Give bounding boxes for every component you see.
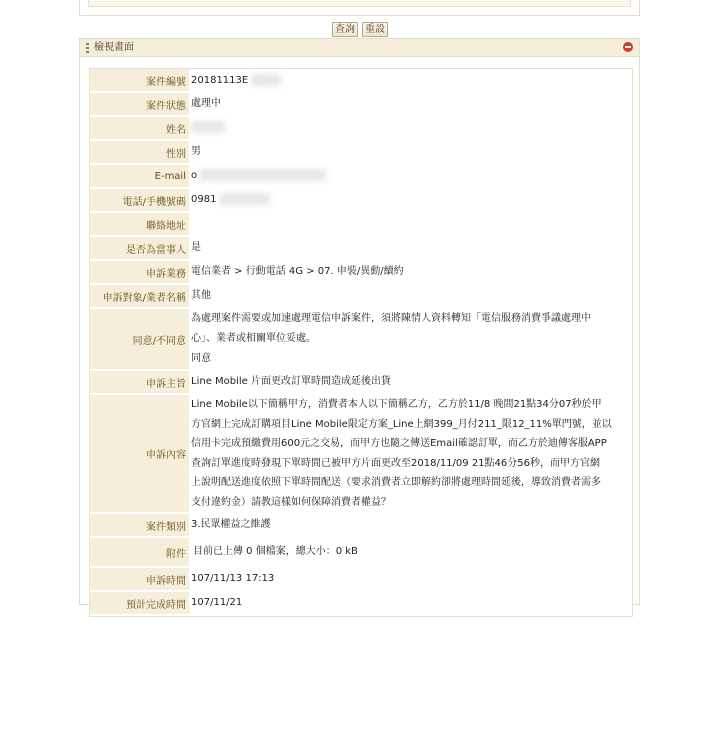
row-expected-time [90, 591, 632, 615]
previous-panel-inner [88, 0, 631, 7]
content-line: 方官網上完成訂購項目Line Mobile限定方案_Line上網399_月付211_限12_11%單門號，並以 [191, 418, 612, 430]
gender-value: 男 [191, 146, 201, 157]
content-line: Line Mobile以下簡稱甲方，消費者本人以下簡稱乙方，乙方於11/8 晚間21點34分07秒於甲 [191, 399, 602, 410]
case-no-label: 案件編號 [90, 69, 189, 92]
row-phone [90, 188, 632, 212]
gender-label: 性別 [90, 140, 189, 164]
row-attachment [90, 537, 632, 567]
is-party-label: 是否為當事人 [90, 236, 189, 260]
content-line: 支付違約金）請教這樣如何保障消費者權益？ [191, 496, 391, 508]
redacted-blur [191, 121, 225, 133]
category-label: 案件類別 [90, 513, 189, 537]
case-status-value: 處理中 [191, 98, 221, 109]
expected-time-value: 107/11/21 [191, 597, 243, 608]
consent-label: 同意/不同意 [90, 308, 189, 370]
case-status-label: 案件狀態 [90, 92, 189, 116]
redacted-blur [220, 193, 270, 205]
address-label: 聯絡地址 [90, 212, 189, 236]
row-gender [90, 140, 632, 164]
row-case-status [90, 92, 632, 116]
attachment-label: 附件 [90, 537, 189, 567]
email-value: o [191, 170, 198, 181]
detail-form [89, 68, 633, 617]
target-value: 其他 [191, 290, 211, 301]
row-subject [90, 370, 632, 394]
business-value: 電信業者 > 行動電話 4G > 07. 申裝/異動/續約 [191, 266, 404, 277]
row-case-no [90, 69, 632, 92]
row-business [90, 260, 632, 284]
content-line: 上說明配送進度依照下單時間配送（要求消費者立即解約卻將處理時間延後，導致消費者需多 [191, 477, 601, 488]
consent-text-line: 為處理案件需要或加速處理電信申訴案件，須將陳情人資料轉知「電信服務消費爭議處理中 [191, 313, 591, 324]
row-content [90, 394, 632, 513]
address-value [189, 212, 632, 236]
phone-label: 電話/手機號碼 [90, 188, 189, 212]
content-line: 信用卡完成預繳費用600元之交易，而甲方也隨之傳送Email確認訂單，而乙方於迪傳客服APP [191, 438, 607, 449]
complaint-time-value: 107/11/13 17:13 [191, 573, 275, 584]
content-line: 查詢訂單進度時發現下單時間已被甲方片面更改至2018/11/09 21點46分56秒，而甲方官網 [191, 457, 600, 469]
complaint-time-label: 申訴時間 [90, 567, 189, 591]
detail-table [90, 69, 632, 616]
subject-value: Line Mobile 片面更改訂單時間造成延後出貨 [191, 376, 391, 387]
subject-label: 申訴主旨 [90, 370, 189, 394]
drag-handle-icon [86, 43, 89, 53]
phone-value: 0981 [191, 194, 217, 205]
redacted-blur [251, 74, 281, 86]
panel-title: 檢視畫面 [94, 42, 134, 53]
redacted-blur [200, 169, 326, 181]
row-target [90, 284, 632, 308]
target-label: 申訴對象/業者名稱 [90, 284, 189, 308]
content-label: 申訴內容 [90, 394, 189, 513]
consent-text-line: 心」、業者或相關單位妥處。 [191, 333, 316, 344]
row-name [90, 116, 632, 140]
query-button[interactable]: 查詢 [332, 22, 358, 37]
previous-panel-frame [79, 0, 640, 16]
attachment-value: 目前已上傳 0 個檔案，總大小：0 kB [193, 546, 358, 557]
email-label: E-mail [90, 164, 189, 188]
reset-button[interactable]: 重設 [362, 22, 388, 37]
row-address [90, 212, 632, 236]
is-party-value: 是 [191, 242, 201, 253]
view-panel [79, 38, 640, 611]
row-is-party [90, 236, 632, 260]
row-consent [90, 308, 632, 370]
expected-time-label: 預計完成時間 [90, 591, 189, 615]
row-complaint-time [90, 567, 632, 591]
business-label: 申訴業務 [90, 260, 189, 284]
category-value: 3.民眾權益之維護 [191, 519, 271, 530]
panel-header [80, 39, 639, 57]
name-label: 姓名 [90, 116, 189, 140]
consent-value: 同意 [191, 353, 211, 364]
case-no-value: 20181113E [191, 74, 249, 86]
row-email [90, 164, 632, 188]
form-actions [0, 22, 720, 37]
row-category [90, 513, 632, 537]
collapse-icon[interactable] [623, 42, 633, 52]
